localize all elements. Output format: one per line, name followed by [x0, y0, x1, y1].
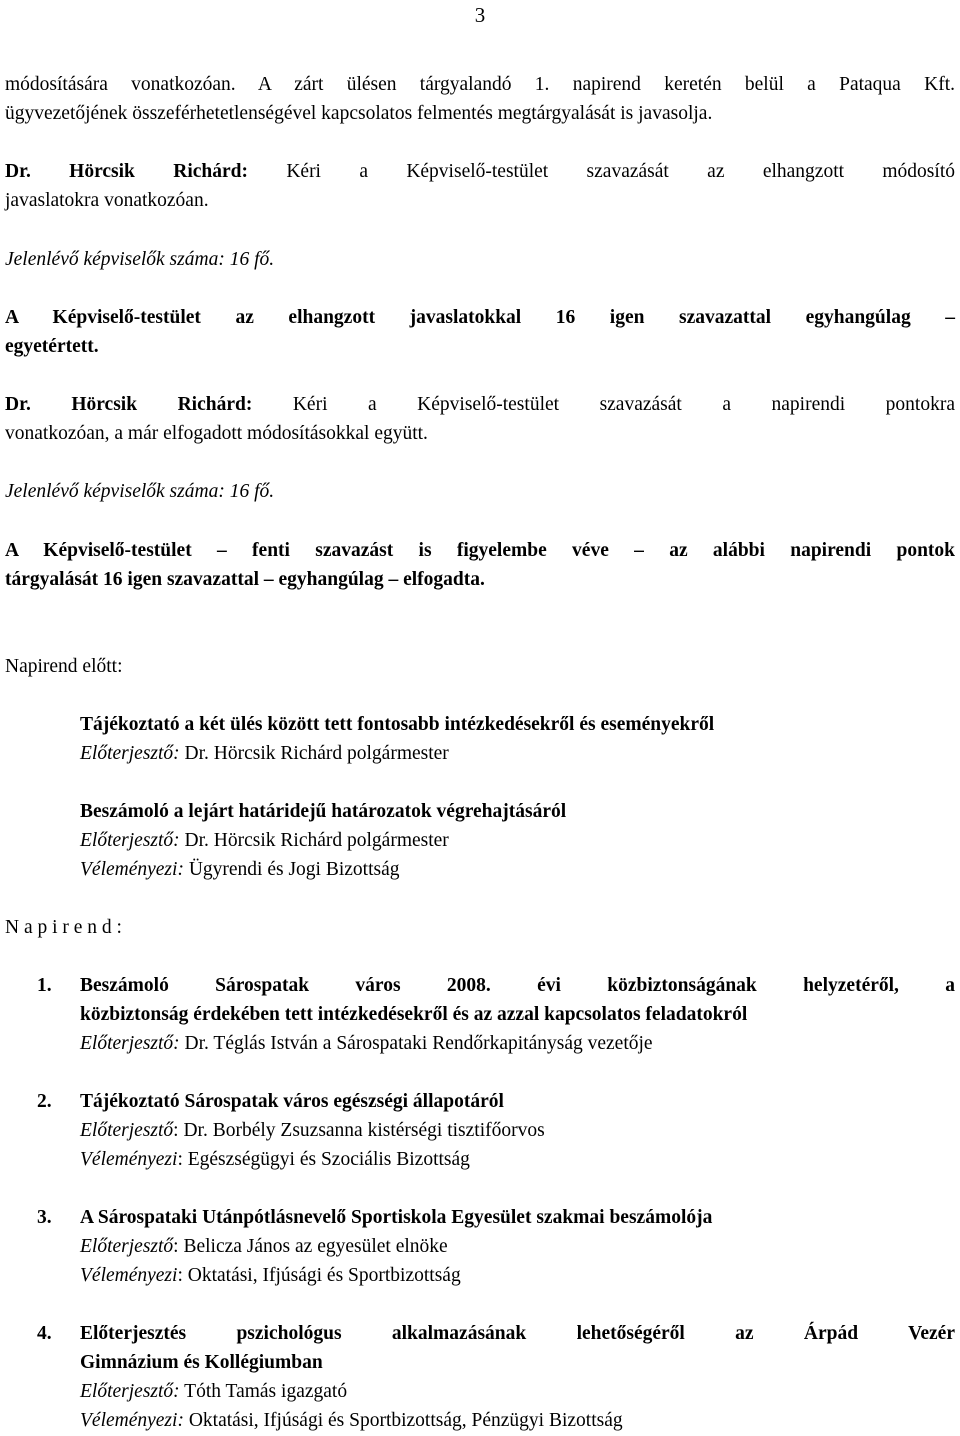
reviewer-name: Oktatási, Ifjúsági és Sportbizottság, Pénzügyi Bizottság — [183, 1410, 623, 1431]
agenda-item-4-number: 4. — [37, 1323, 52, 1344]
presenter-label: Előterjesztő: — [80, 1381, 180, 1402]
para1-line-2: javaslatokra vonatkozóan. — [5, 190, 209, 211]
agenda-item-3-reviewer — [80, 1261, 461, 1290]
reviewer-label: Véleményezi: — [80, 1410, 184, 1431]
agenda-item-1-title-line-2: közbiztonság érdekében tett intézkedésekről és az azzal kapcsolatos feladatokról — [80, 1004, 748, 1025]
attendance-1: Jelenlévő képviselők száma: 16 fő. — [5, 249, 275, 270]
presenter-label: Előterjesztő: — [80, 1033, 180, 1054]
presenter-name: : Dr. Borbély Zsuzsanna kistérségi tisztifőorvos — [173, 1120, 545, 1141]
decision2-line-1: A Képviselő-testület – fenti szavazást is figyelembe véve – az alábbi napirendi pontok — [5, 540, 955, 561]
presenter-name: Dr. Téglás István a Sárospataki Rendőrkapitányság vezetője — [179, 1033, 653, 1054]
para2-line-2: vonatkozóan, a már elfogadott módosításokkal együtt. — [5, 423, 428, 444]
agenda-item-4-reviewer — [80, 1406, 623, 1435]
intro-line-2: ügyvezetőjének összeférhetetlenségével kapcsolatos felmentés megtárgyalását is javasolja. — [5, 103, 713, 124]
agenda-item-3-presenter — [80, 1232, 448, 1261]
agenda-item-2-presenter — [80, 1116, 545, 1145]
agenda-item-4-title-line-1: Előterjesztés pszichológus alkalmazásának lehetőségéről az Árpád Vezér — [80, 1323, 955, 1344]
before-agenda-item-2-presenter — [80, 826, 449, 855]
agenda-heading: N a p i r e n d : — [5, 917, 122, 938]
reviewer-label: Véleményezi — [80, 1149, 178, 1170]
agenda-item-3-number: 3. — [37, 1207, 52, 1228]
agenda-item-1-number: 1. — [37, 975, 52, 996]
speaker-name: Dr. Hörcsik Richárd: — [5, 161, 248, 182]
agenda-item-3-title: A Sárospataki Utánpótlásnevelő Sportiskola Egyesület szakmai beszámolója — [80, 1207, 713, 1228]
before-agenda-item-2-title: Beszámoló a lejárt határidejű határozatok végrehajtásáról — [80, 801, 567, 822]
agenda-item-2-number: 2. — [37, 1091, 52, 1112]
para1-line-1 — [5, 157, 955, 186]
presenter-label: Előterjesztő — [80, 1236, 174, 1257]
intro-line-1: módosítására vonatkozóan. A zárt ülésen tárgyalandó 1. napirend keretén belül a Pataqua Kft. — [5, 74, 955, 95]
presenter-label: Előterjesztő — [80, 1120, 174, 1141]
presenter-name: Tóth Tamás igazgató — [179, 1381, 348, 1402]
reviewer-label: Véleményezi — [80, 1265, 178, 1286]
presenter-name: Dr. Hörcsik Richárd polgármester — [179, 830, 449, 851]
speaker-name: Dr. Hörcsik Richárd: — [5, 394, 253, 415]
presenter-label: Előterjesztő: — [80, 830, 180, 851]
agenda-item-4-title-line-2: Gimnázium és Kollégiumban — [80, 1352, 323, 1373]
agenda-item-1-title-line-1: Beszámoló Sárospatak város 2008. évi közbiztonságának helyzetéről, a — [80, 975, 955, 996]
decision1-line-1: A Képviselő-testület az elhangzott javaslatokkal 16 igen szavazattal egyhangúlag – — [5, 307, 955, 328]
agenda-item-1-presenter — [80, 1029, 653, 1058]
reviewer-name: Ügyrendi és Jogi Bizottság — [183, 859, 400, 880]
agenda-item-4-presenter — [80, 1377, 347, 1406]
para2-text: Kéri a Képviselő-testület szavazását a napirendi pontokra — [252, 394, 955, 415]
decision1-line-2: egyetértett. — [5, 336, 99, 357]
reviewer-name: : Egészségügyi és Szociális Bizottság — [177, 1149, 470, 1170]
before-agenda-item-1-title: Tájékoztató a két ülés között tett fontosabb intézkedésekről és eseményekről — [80, 714, 715, 735]
decision2-line-2: tárgyalását 16 igen szavazattal – egyhangúlag – elfogadta. — [5, 569, 485, 590]
para1-text: Kéri a Képviselő-testület szavazását az elhangzott módosító — [247, 161, 955, 182]
reviewer-label: Véleményezi: — [80, 859, 184, 880]
before-agenda-item-2-reviewer — [80, 855, 400, 884]
page-number: 3 — [474, 3, 486, 27]
agenda-item-2-title: Tájékoztató Sárospatak város egészségi állapotáról — [80, 1091, 504, 1112]
para2-line-1 — [5, 390, 955, 419]
presenter-name: Dr. Hörcsik Richárd polgármester — [179, 743, 449, 764]
attendance-2: Jelenlévő képviselők száma: 16 fő. — [5, 481, 275, 502]
agenda-item-2-reviewer — [80, 1145, 470, 1174]
presenter-name: : Belicza János az egyesület elnöke — [173, 1236, 448, 1257]
presenter-label: Előterjesztő: — [80, 743, 180, 764]
before-agenda-heading: Napirend előtt: — [5, 656, 123, 677]
before-agenda-item-1-presenter — [80, 739, 449, 768]
reviewer-name: : Oktatási, Ifjúsági és Sportbizottság — [177, 1265, 461, 1286]
